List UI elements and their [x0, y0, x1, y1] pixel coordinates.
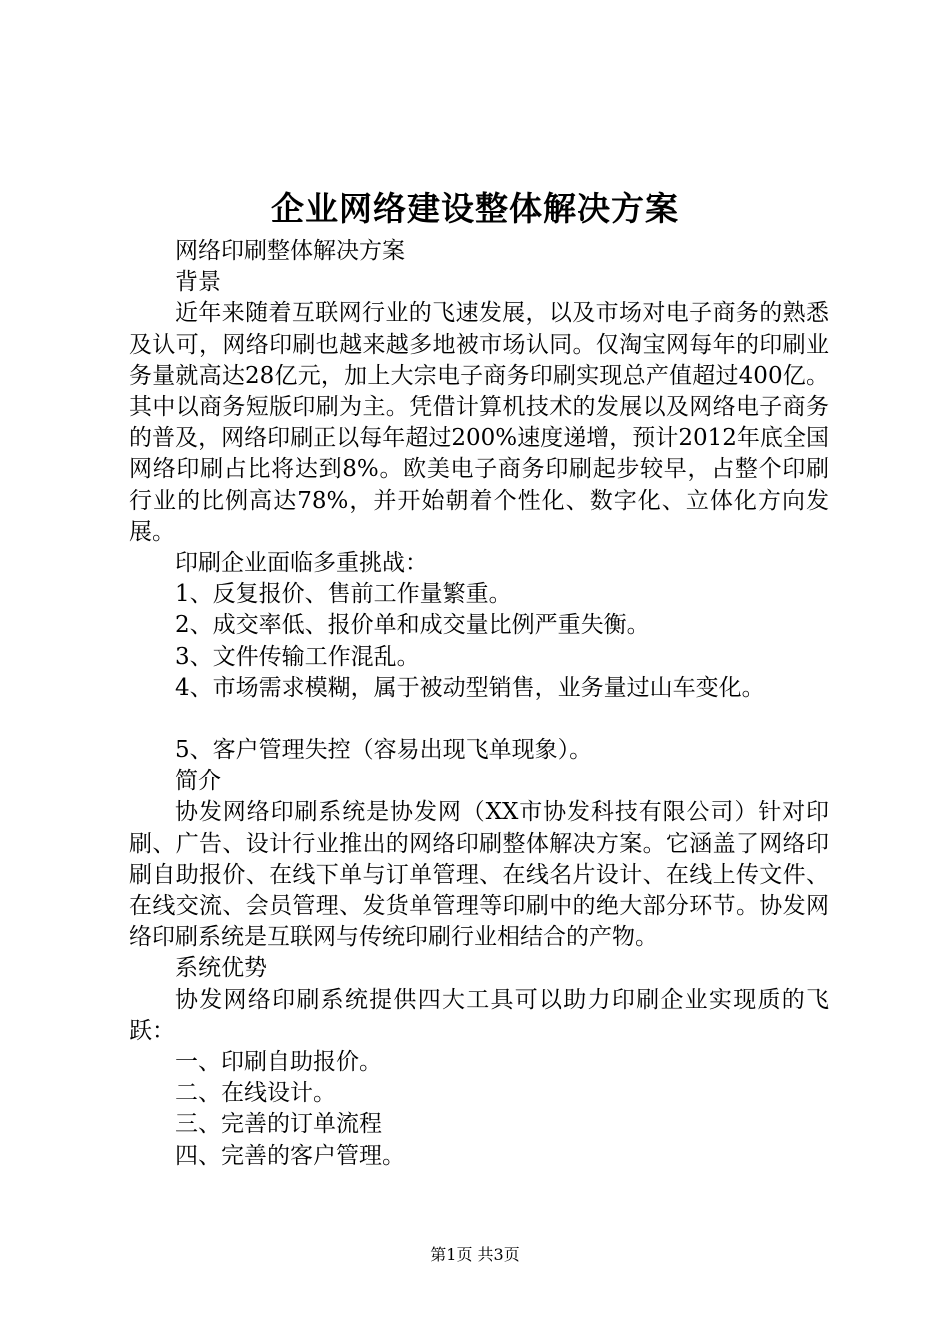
- list-item-challenge-2: 2、成交率低、报价单和成交量比例严重失衡。: [175, 612, 650, 639]
- list-item-challenge-5: 5、客户管理失控（容易出现飞单现象）。: [175, 737, 593, 764]
- list-item-advantage-3: 三、完善的订单流程: [175, 1111, 382, 1138]
- paragraph-challenges-intro: 印刷企业面临多重挑战：: [175, 550, 428, 577]
- list-item-advantage-4: 四、完善的客户管理。: [175, 1142, 405, 1169]
- list-item-advantage-2: 二、在线设计。: [175, 1080, 336, 1107]
- list-item-challenge-4: 4、市场需求模糊，属于被动型销售，业务量过山车变化。: [175, 674, 765, 701]
- paragraph-introduction: 协发网络印刷系统是协发网（XX市协发科技有限公司）针对印刷、广告、设计行业推出的网络印刷整体解决方案。它涵盖了网络印刷自助报价、在线下单与订单管理、在线名片设计、在线上传文件、在线交流、会员管理、发货单管理等印刷中的绝大部分环节。协发网络印刷系统是互联网与传统印刷行业相结合的产物。: [129, 799, 829, 951]
- document-body: [129, 236, 829, 1172]
- list-item-advantage-1: 一、印刷自助报价。: [175, 1049, 382, 1076]
- list-item-challenge-1: 1、反复报价、售前工作量繁重。: [175, 581, 512, 608]
- list-item-challenge-3: 3、文件传输工作混乱。: [175, 643, 420, 670]
- heading-background: 背景: [175, 269, 221, 296]
- heading-introduction: 简介: [175, 768, 221, 795]
- heading-advantages: 系统优势: [175, 955, 267, 982]
- paragraph-advantages: 协发网络印刷系统提供四大工具可以助力印刷企业实现质的飞跃：: [129, 986, 829, 1044]
- page-number-footer: 第1页 共3页: [430, 1245, 520, 1264]
- document-title: 企业网络建设整体解决方案: [271, 189, 679, 228]
- paragraph-subtitle: 网络印刷整体解决方案: [175, 238, 405, 264]
- paragraph-background: 近年来随着互联网行业的飞速发展，以及市场对电子商务的熟悉及认可，网络印刷也越来越多地被市场认同。仅淘宝网每年的印刷业务量就高达28亿元，加上大宗电子商务印刷实现总产值超过400亿。其中以商务短版印刷为主。凭借计算机技术的发展以及网络电子商务的普及，网络印刷正以每年超过200%速度递增，预计2012年底全国网络印刷占比将达到8%。欧美电子商务印刷起步较早，占整个印刷行业的比例高达78%，并开始朝着个性化、数字化、立体化方向发展。: [129, 300, 829, 545]
- blank-line: [129, 704, 829, 735]
